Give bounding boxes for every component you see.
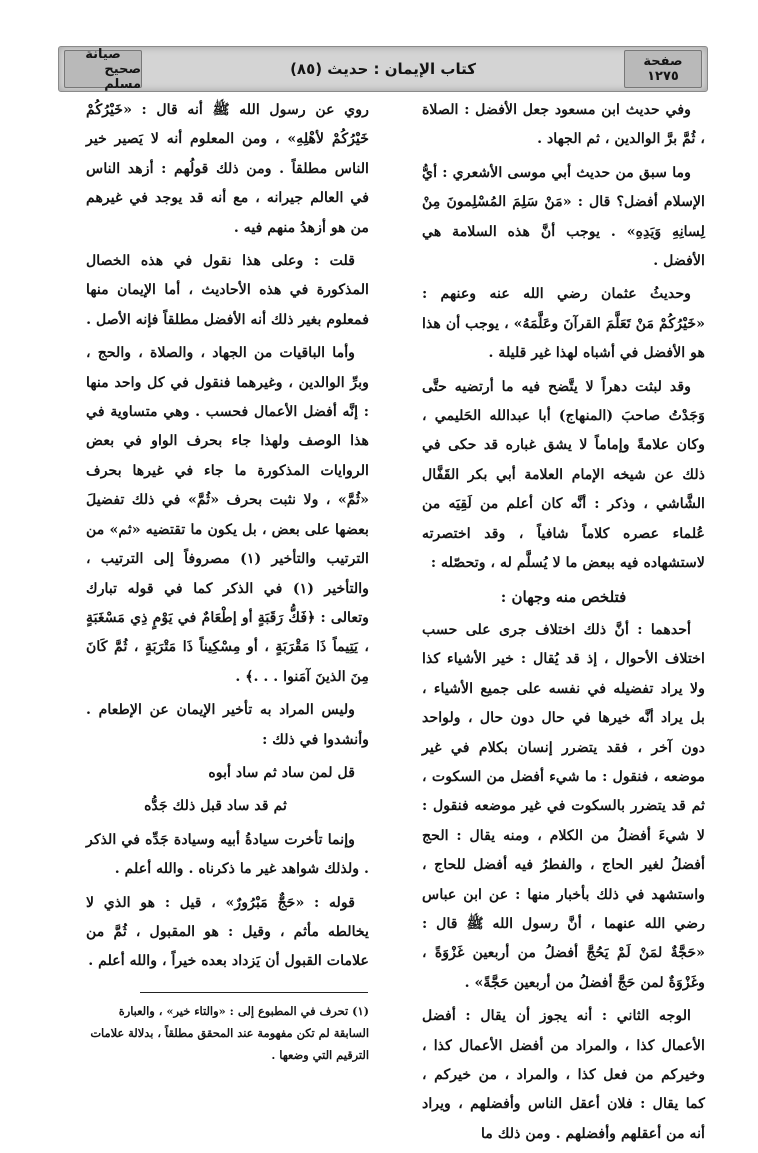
footnote: (١) تحرف في المطبوع إلى : «والتاء خير» ، والعبارة السابقة لم تكن مفهومة عند المحقق مطلقاً ، بدلالة علامات الترقيم التي وضعها .: [90, 1004, 369, 1062]
paragraph: وما سبق من حديث أبي موسى الأشعري : أيُّ الإسلام أفضل؟ قال : «مَنْ سَلِمَ المُسْلِمونَ مِنْ لِسانِهِ وَيَدِهِ» . يوجب أنَّ هذه السلامة هي الأفضل .: [422, 164, 705, 270]
paragraph: الوجه الثاني : أنه يجوز أن يقال : أفضل الأعمال كذا ، والمراد من أفضل الأعمال كذا ، وخيركم من فعل كذا ، والمراد ، من خيركم ، كما يقال : فلان أعقل الناس وأفضلهم ، ويراد أنه من أعقلهم وأفضلهم . ومن ذلك ما: [422, 1008, 705, 1142]
series-title-box: [64, 46, 142, 92]
footnote-divider: [140, 992, 368, 993]
poem-verse-second: ثم قد ساد قبل ذلك جَدُّه: [144, 798, 287, 815]
series-title-line1: صيانة: [85, 46, 121, 62]
page-title: كتاب الإيمان : حديث (٨٥): [290, 60, 476, 78]
paragraph: وليس المراد به تأخير الإيمان عن الإطعام . وأنشدوا في ذلك :: [86, 702, 369, 748]
page-number: ١٢٧٥: [647, 69, 679, 84]
page-number-box: [624, 50, 702, 88]
paragraph: قوله : «حَجٌّ مَبْرُورٌ» ، قيل : هو الذي لا يخالطه مأثم ، وقيل : هو المقبول ، ثُمَّ من علامات القبول أن يَزداد بعده خيراً ، والله أعلم .: [86, 894, 369, 970]
page-label: صفحة: [643, 54, 683, 69]
paragraph: وقد لبثت دهراً لا يتَّضح فيه ما أرتضيه حتَّى وَجَدْتُ صاحبَ (المنهاج) أبا عبدالله الحَليمي ، وكان علامةً وإماماً لا يشق غباره قد حكى في ذلك عن شيخه الإمام العلامة أبي بكر القَفَّال الشَّاشي ، وذكر : أنَّه كان أعلم من لَقِيَه من عُلماء عصره كلاماً شافياً ، وقد اختصرته لاستشهاده فيه ببعض ما لا يُسلَّم له ، وتحصّله :: [422, 378, 705, 572]
paragraph: قلت : وعلى هذا نقول في هذه الخصال المذكورة في هذه الأحاديث ، أما الإيمان منها فمعلوم بغير ذلك أنه الأفضل مطلقاً فإنه الأصل .: [86, 253, 369, 328]
paragraph: وحديثُ عثمان رضي الله عنه وعنهم : «خَيْرُكُمْ مَنْ تَعَلَّمَ القرآنَ وعَلَّمَهُ» ، يوجب أن هذا هو الأفضل في أشباه لهذا غير قليلة .: [422, 286, 705, 362]
section-heading: فتلخص منه وجهان :: [500, 587, 627, 606]
paragraph: روي عن رسول الله ﷺ أنه قال : «خَيْرُكُمْ خَيْرُكُمْ لأهْلِهِ» ، ومن المعلوم أنه لا يَصير خير الناس مطلقاً . ومن ذلك قولُهم : أزهد الناس في العالم جيرانه ، مع أنه قد يوجد في غيرهم من هو أزهدُ منهم فيه .: [86, 102, 369, 236]
paragraph: وأما الباقيات من الجهاد ، والصلاة ، والحج ، وبرِّ الوالدين ، وغيرهما فنقول في كل واحد منها : إنَّه أفضل الأعمال فحسب . وهي متساوية في هذا الوصف ولهذا جاء بحرف الواو في بعض الروايات المذكورة ما جاء في غيرها بحرف «ثُمَّ» ، ولا نثبت بحرف «ثُمَّ» في ذلك تفضيلَ بعضها على بعض ، بل يكون ما تقتضيه «ثم» من الترتيب والتأخير (١) مصروفاً إلى الترتيب ، والتأخير (١) في الذكر كما في قوله تبارك وتعالى : ﴿فَكُّ رَقَبَةٍ أو إطْعَامٌ في يَوْمٍ ذِي مَسْغَبَةٍ ، يَتِيماً ذَا مَقْرَبَةٍ ، أو مِسْكِيناً ذَا مَتْرَبَةٍ ، ثُمَّ كَانَ مِنَ الذينَ آمَنوا . . .﴾ .: [86, 345, 369, 685]
left-text-column: [86, 96, 369, 981]
right-text-column: [422, 96, 705, 1153]
page-header: [58, 46, 708, 92]
series-title-line2: صحيح مسلم: [104, 61, 142, 92]
paragraph: وفي حديث ابن مسعود جعل الأفضل : الصلاة ، ثُمَّ برَّ الوالدين ، ثم الجهاد .: [422, 102, 705, 148]
paragraph: أحدهما : أنَّ ذلك اختلاف جرى على حسب اختلاف الأحوال ، إذ قد يُقال : خير الأشياء كذا ولا يراد تفضيله في نفسه على جميع الأشياء ، بل يراد أنَّه خيرها في حال دون حال ، ولواحد دون آخر ، فقد يتضرر إنسان بكلام في غير موضعه ، فنقول : ما شيء أفضل من السكوت ، ثم قد يتضرر بالسكوت في غير موضعه فنقول : لا شيءَ أفضلُ من الكلام ، ومنه يقال : الحج أفضلُ لغير الحاج ، والفطرُ فيه أفضل للحاج ، واستشهد في ذلك بأخبار منها : عن ابن عباس رضي الله عنهما ، أنَّ رسول الله ﷺ قال : «حَجَّةٌ لمَنْ لَمْ يَحُجَّ أفضلُ من أربعين غَزْوَةً ، وغَزْوَةٌ لمن حَجَّ أفضلُ من أربعين حَجَّةً» .: [422, 621, 705, 991]
paragraph: وإنما تأخرت سيادةُ أبيه وسيادة جَدِّه في الذكر . ولذلك شواهد غير ما ذكرناه . والله أعلم .: [86, 831, 369, 878]
poem-verse-first: قل لمن ساد ثم ساد أبوه: [208, 764, 355, 781]
